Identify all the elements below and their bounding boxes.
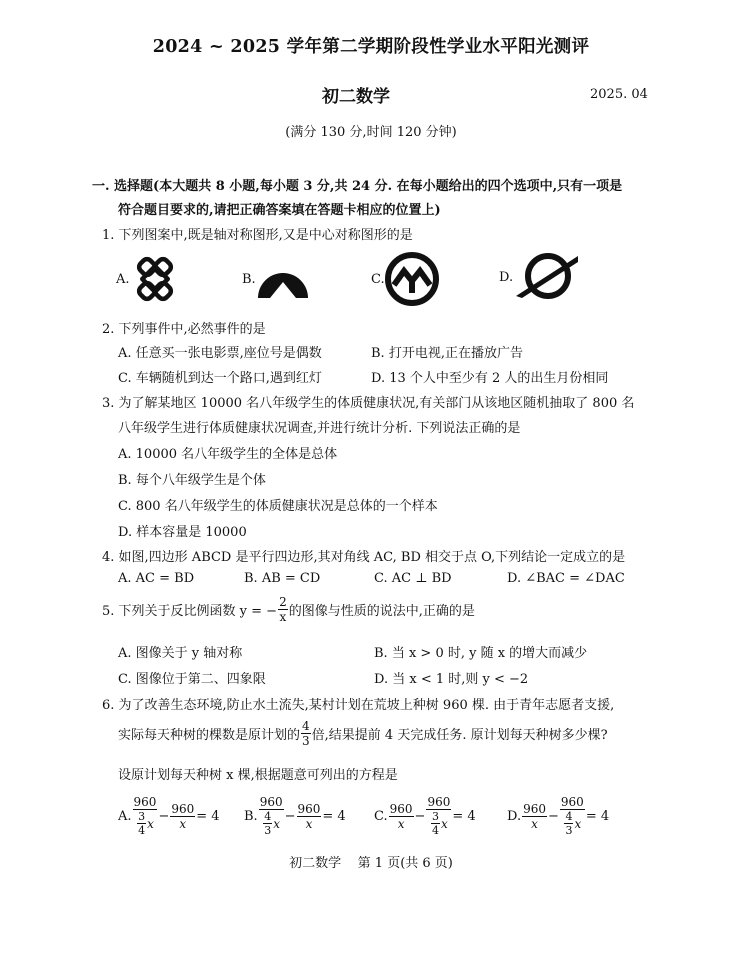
q6-ratio-den: 3 <box>302 734 310 748</box>
q6-option-b <box>244 796 346 836</box>
page-title: 2024 ~ 2025 学年第二学期阶段性学业水平阳光测评 <box>152 37 590 57</box>
exam-date: 2025. 04 <box>590 87 648 102</box>
q6-c-frac1 <box>389 803 414 830</box>
subject-title: 初二数学 <box>322 87 390 107</box>
q2-option-b: B. 打开电视,正在播放广告 <box>371 346 523 361</box>
q4-option-d: D. ∠BAC = ∠DAC <box>507 571 625 586</box>
q6-label-d: D. <box>507 808 522 824</box>
q6-option-d <box>507 796 609 836</box>
q6-stem2-pre: 实际每天种树的棵数是原计划的 <box>118 728 301 743</box>
q6-c-frac2-den <box>430 810 448 836</box>
q6-d-frac1-den: x <box>531 816 538 831</box>
z-ellipse-logo-icon <box>512 248 582 304</box>
q6-b-frac2 <box>297 803 322 830</box>
q5-option-a: A. 图像关于 y 轴对称 <box>118 646 243 661</box>
q1-label-c: C. <box>371 272 385 287</box>
q6-stem-line2 <box>118 720 608 747</box>
q6-stem-line3: 设原计划每天种树 x 棵,根据题意可列出的方程是 <box>118 768 398 783</box>
q4-option-c: C. AC ⊥ BD <box>374 571 452 586</box>
q6-d-frac1-num: 960 <box>523 801 546 816</box>
q6-d-frac1 <box>522 803 547 830</box>
q6-c-eq: = 4 <box>452 808 476 824</box>
q6-a-inner-frac <box>137 811 146 836</box>
chinese-knot-icon <box>128 252 182 306</box>
q6-label-c: C. <box>374 808 388 824</box>
q5-option-b: B. 当 x > 0 时, y 随 x 的增大而减少 <box>374 646 588 661</box>
q6-c-minus: − <box>414 808 426 824</box>
q6-a-eq: = 4 <box>196 808 220 824</box>
q6-b-inner-x: x <box>273 816 281 831</box>
q6-b-eq: = 4 <box>322 808 346 824</box>
q6-d-frac2 <box>560 796 585 836</box>
q4-option-a: A. AC = BD <box>118 571 195 586</box>
q6-c-inner-frac <box>431 811 440 836</box>
q1-stem: 1. 下列图案中,既是轴对称图形,又是中心对称图形的是 <box>102 228 413 243</box>
q6-d-eq: = 4 <box>585 808 610 824</box>
q6-label-a: A. <box>118 808 132 824</box>
q6-b-inner-den: 3 <box>264 824 272 837</box>
q6-ratio-num: 4 <box>302 719 310 733</box>
q6-a-frac1 <box>133 796 158 836</box>
q6-b-inner-frac <box>263 811 272 836</box>
q5-stem-pre: 5. 下列关于反比例函数 y = − <box>102 604 278 619</box>
q6-d-minus: − <box>548 808 559 824</box>
q1-label-d: D. <box>499 270 514 285</box>
q1-label-a: A. <box>116 272 130 287</box>
q6-c-inner-x: x <box>441 816 448 831</box>
q3-stem-line2: 八年级学生进行体质健康状况调查,并进行统计分析. 下列说法正确的是 <box>118 421 521 436</box>
q3-stem-line1: 3. 为了解某地区 10000 名八年级学生的体质健康状况,有关部门从该地区随机抽取了 800 名 <box>102 396 635 411</box>
q6-d-frac2-den <box>563 810 581 836</box>
q6-b-minus: − <box>284 808 296 824</box>
q6-a-frac2 <box>170 803 195 830</box>
q6-a-frac2-num: 960 <box>171 801 195 816</box>
q2-option-a: A. 任意买一张电影票,座位号是偶数 <box>118 346 322 361</box>
section-heading-cont: 符合题目要求的,请把正确答案填在答题卡相应的位置上) <box>118 203 441 218</box>
q6-label-b: B. <box>244 808 258 824</box>
q4-option-b: B. AB = CD <box>244 571 321 586</box>
q3-option-d: D. 样本容量是 10000 <box>118 525 247 540</box>
q6-option-c <box>374 796 476 836</box>
q6-b-inner-num: 4 <box>264 810 272 823</box>
q6-c-frac1-num: 960 <box>389 801 413 816</box>
q6-b-frac2-den: x <box>305 816 313 831</box>
arch-logo-icon <box>256 254 310 304</box>
q6-c-inner-den: 4 <box>432 824 439 837</box>
q6-b-frac1-den <box>262 810 280 836</box>
q6-d-frac2-num: 960 <box>560 795 584 809</box>
q6-c-frac2-num: 960 <box>427 795 451 809</box>
q6-d-inner-x: x <box>574 816 582 831</box>
q6-b-frac1 <box>259 796 284 836</box>
q6-a-frac2-den: x <box>179 816 187 831</box>
q2-option-d: D. 13 个人中至少有 2 人的出生月份相同 <box>371 371 609 386</box>
q6-option-a <box>118 796 220 836</box>
q2-stem: 2. 下列事件中,必然事件的是 <box>102 322 266 337</box>
metro-logo-icon <box>384 251 440 307</box>
q6-b-frac1-num: 960 <box>259 795 283 809</box>
q5-fraction <box>278 596 288 623</box>
page-footer: 初二数学 第 1 页(共 6 页) <box>289 856 453 871</box>
q6-d-inner-num: 4 <box>565 810 573 823</box>
q3-option-b: B. 每个八年级学生是个体 <box>118 473 266 488</box>
q6-c-frac1-den: x <box>397 816 405 831</box>
q3-option-a: A. 10000 名八年级学生的全体是总体 <box>118 447 338 462</box>
q6-stem2-post: 倍,结果提前 4 天完成任务. 原计划每天种树多少棵? <box>311 728 608 743</box>
q5-fraction-num: 2 <box>279 595 287 609</box>
q5-option-c: C. 图像位于第二、四象限 <box>118 672 266 687</box>
q6-d-inner-den: 3 <box>565 824 573 837</box>
q6-a-inner-num: 3 <box>138 810 146 823</box>
q5-fraction-den: x <box>279 610 287 624</box>
section-heading: 一. 选择题(本大题共 8 小题,每小题 3 分,共 24 分. 在每小题给出的四个选项中,只有一项是 <box>92 179 623 194</box>
q6-b-frac2-num: 960 <box>297 801 321 816</box>
q6-stem-line1: 6. 为了改善生态环境,防止水土流失,某村计划在荒坡上种树 960 棵. 由于青年志愿者支援, <box>102 698 615 713</box>
q5-stem-post: 的图像与性质的说法中,正确的是 <box>288 604 475 619</box>
q2-option-c: C. 车辆随机到达一个路口,遇到红灯 <box>118 371 322 386</box>
q6-c-frac2 <box>426 796 451 836</box>
q6-d-inner-frac <box>564 811 573 836</box>
q6-a-minus: − <box>158 808 170 824</box>
q3-option-c: C. 800 名八年级学生的体质健康状况是总体的一个样本 <box>118 499 438 514</box>
q5-option-d: D. 当 x < 1 时,则 y < −2 <box>374 672 529 687</box>
q6-c-inner-num: 3 <box>432 810 439 823</box>
q6-a-frac1-den <box>136 810 154 836</box>
q6-ratio-fraction <box>301 720 311 747</box>
q6-a-inner-x: x <box>147 816 154 831</box>
q1-label-b: B. <box>242 272 256 287</box>
q4-stem: 4. 如图,四边形 ABCD 是平行四边形,其对角线 AC, BD 相交于点 O,下列结论一定成立的是 <box>102 550 626 565</box>
q6-a-inner-den: 4 <box>138 824 146 837</box>
q5-stem <box>102 596 475 623</box>
score-time-note: (满分 130 分,时间 120 分钟) <box>285 125 457 140</box>
q6-a-frac1-num: 960 <box>133 795 157 809</box>
